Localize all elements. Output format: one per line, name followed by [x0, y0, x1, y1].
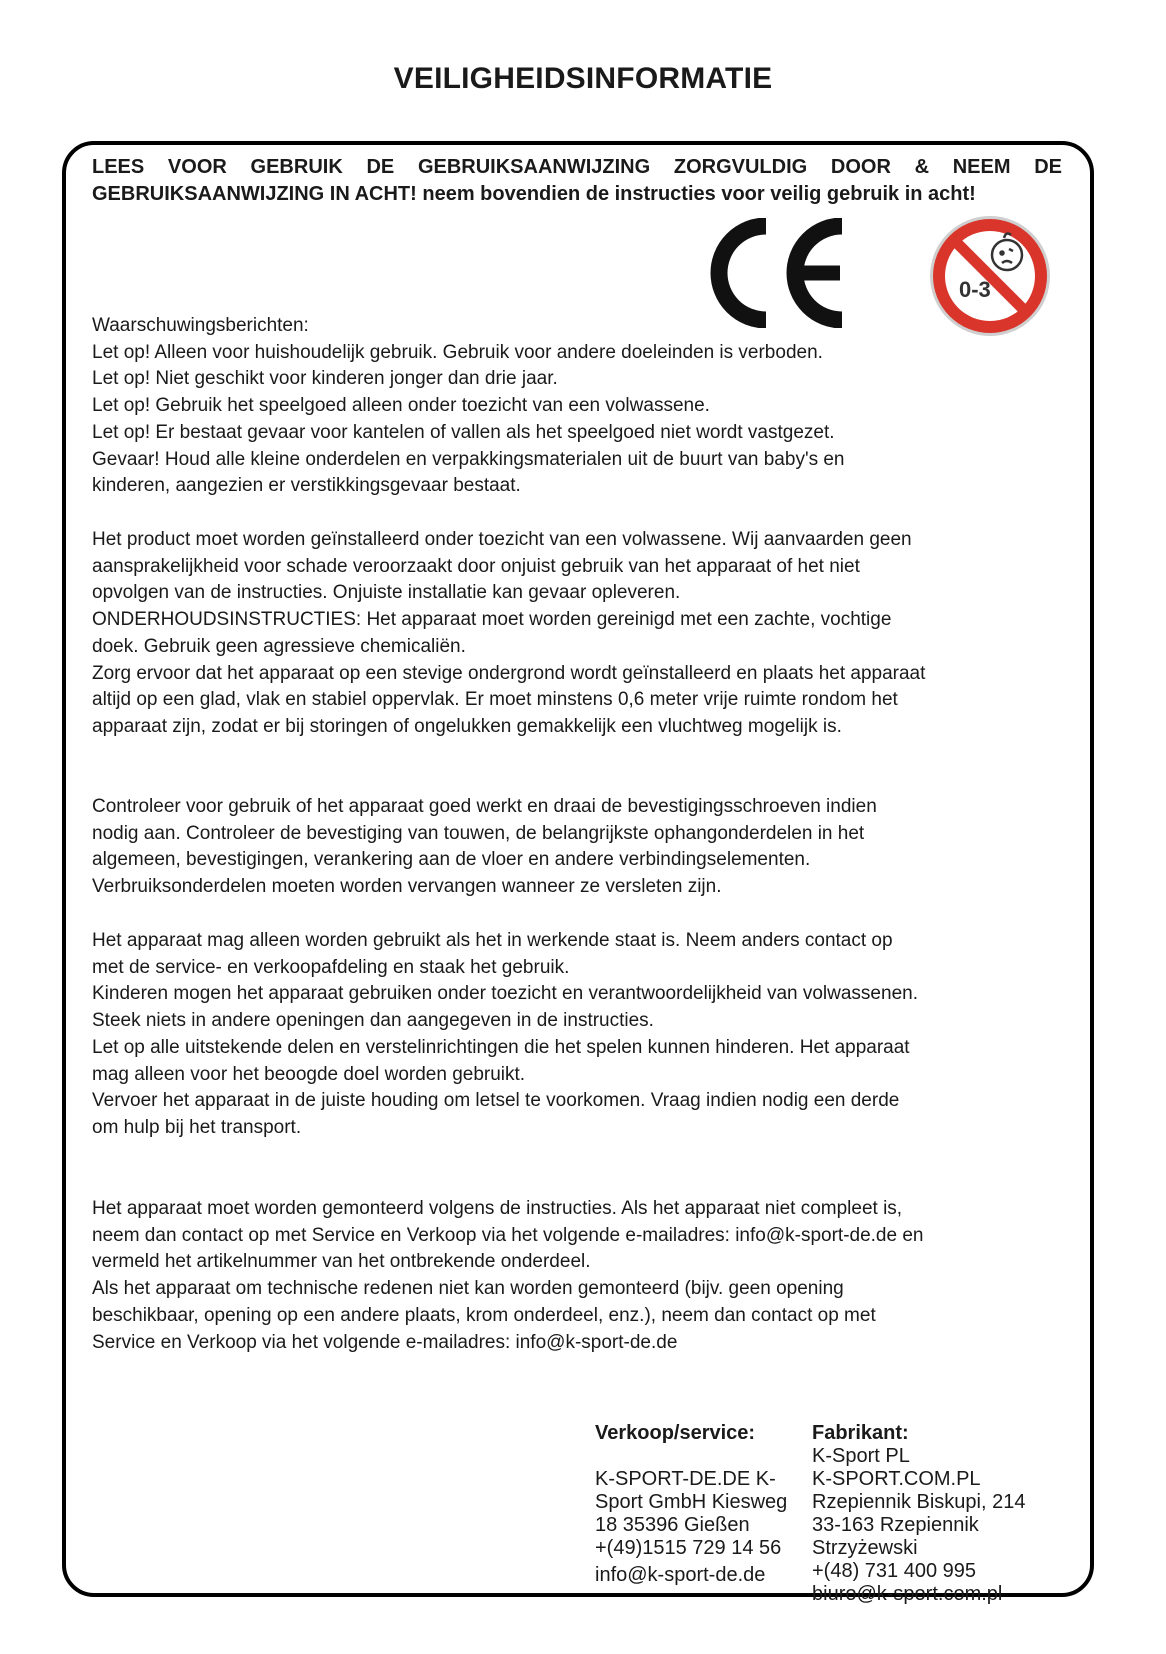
install-line: Zorg ervoor dat het apparaat op een stevige ondergrond wordt geïnstalleerd en plaats het apparaat: [92, 662, 926, 684]
ce-mark-icon: [706, 218, 856, 328]
install-line: opvolgen van de instructies. Onjuiste installatie kan gevaar opleveren.: [92, 582, 681, 604]
assembly-line: neem dan contact op met Service en Verkoop via het volgende e-mailadres: info@k-sport-de.de en: [92, 1224, 924, 1246]
usage-line: Kinderen mogen het apparaat gebruiken onder toezicht en verantwoordelijkheid van volwassenen.: [92, 983, 918, 1005]
install-line: Het product moet worden geïnstalleerd onder toezicht van een volwassene. Wij aanvaarden geen: [92, 529, 912, 550]
manufacturer-email[interactable]: biuro@k-sport.com.pl: [812, 1583, 1003, 1605]
install-line: altijd op een glad, vlak en stabiel oppervlak. Er moet minstens 0,6 meter vrije ruimte rondom het: [92, 689, 898, 711]
ce-mark-c: [719, 226, 766, 320]
check-line: Controleer voor gebruik of het apparaat goed werkt en draai de bevestigingsschroeven indien: [92, 796, 877, 817]
usage-section: [92, 928, 1082, 1142]
sales-phone: +(49)1515 729 14 56: [595, 1537, 782, 1559]
installation-section: [92, 527, 1082, 741]
install-line: apparaat zijn, zodat er bij storingen of ongelukken gemakkelijk een vluchtweg mogelijk is.: [92, 715, 842, 737]
warning-line: Let op! Er bestaat gevaar voor kantelen of vallen als het speelgoed niet wordt vastgezet.: [92, 421, 835, 443]
manufacturer-line: K-Sport PL: [812, 1445, 910, 1467]
warning-line: Let op! Alleen voor huishoudelijk gebruik. Gebruik voor andere doeleinden is verboden.: [92, 341, 823, 363]
warning-heading: Waarschuwingsberichten:: [92, 315, 309, 336]
check-line: algemeen, bevestigingen, verankering aan de vloer en andere verbindingselementen.: [92, 849, 811, 871]
intro-warning: LEES VOOR GEBRUIK DE GEBRUIKSAANWIJZING ZORGVULDIG DOOR & NEEM DE GEBRUIKSAANWIJZING IN ACHT! neem bovendien de instructies voor veilig gebruik in acht!: [92, 156, 1062, 205]
check-line: Verbruiksonderdelen moeten worden vervangen wanneer ze versleten zijn.: [92, 876, 722, 898]
manufacturer-phone: +(48) 731 400 995: [812, 1560, 977, 1582]
check-line: nodig aan. Controleer de bevestiging van touwen, de belangrijkste ophangonderdelen in het: [92, 822, 865, 844]
sales-address-line: 18 35396 Gießen: [595, 1514, 750, 1536]
usage-line: met de service- en verkoopafdeling en staak het gebruik.: [92, 956, 570, 978]
page-title: VEILIGHEIDSINFORMATIE: [393, 62, 773, 95]
install-line: aansprakelijkheid voor schade veroorzaakt door onjuist gebruik van het apparaat of het niet: [92, 555, 860, 577]
manufacturer-line: Rzepiennik Biskupi, 214: [812, 1491, 1026, 1513]
sales-address-line: Sport GmbH Kiesweg: [595, 1491, 788, 1513]
warning-line: Let op! Gebruik het speelgoed alleen onder toezicht van een volwassene.: [92, 395, 710, 417]
ce-mark-e-bar: [802, 266, 840, 281]
usage-line: Het apparaat mag alleen worden gebruikt als het in werkende staat is. Neem anders contact op: [92, 930, 893, 951]
assembly-line: Als het apparaat om technische redenen niet kan worden gemonteerd (bijv. geen opening: [92, 1278, 844, 1300]
maintenance-line: doek. Gebruik geen agressieve chemicaliën.: [92, 635, 466, 657]
age-range-label: 0-3: [959, 277, 991, 302]
manufacturer-line: Strzyżewski: [812, 1537, 918, 1559]
assembly-section: [92, 1196, 1082, 1356]
usage-line: om hulp bij het transport.: [92, 1116, 302, 1138]
assembly-line: vermeld het artikelnummer van het ontbrekende onderdeel.: [92, 1251, 591, 1273]
manufacturer-contact: [812, 1422, 1025, 1606]
sales-email[interactable]: info@k-sport-de.de: [595, 1564, 766, 1586]
maintenance-line: ONDERHOUDSINSTRUCTIES: Het apparaat moet worden gereinigd met een zachte, vochtige: [92, 609, 892, 631]
warning-messages: [92, 313, 1082, 500]
manufacturer-line: 33-163 Rzepiennik: [812, 1514, 979, 1536]
usage-line: Steek niets in andere openingen dan aangegeven in de instructies.: [92, 1010, 654, 1032]
usage-line: mag alleen voor het beoogde doel worden gebruikt.: [92, 1063, 526, 1085]
assembly-line: beschikbaar, opening op een andere plaats, krom onderdeel, enz.), neem dan contact op met: [92, 1304, 876, 1326]
usage-line: Vervoer het apparaat in de juiste houding om letsel te voorkomen. Vraag indien nodig een derde: [92, 1090, 900, 1112]
manufacturer-line: K-SPORT.COM.PL: [812, 1468, 981, 1490]
sales-service-heading: Verkoop/service:: [595, 1422, 756, 1444]
sales-service-contact: [595, 1422, 787, 1587]
assembly-line: Het apparaat moet worden gemonteerd volgens de instructies. Als het apparaat niet compleet is,: [92, 1198, 903, 1219]
manufacturer-heading: Fabrikant:: [812, 1422, 909, 1444]
usage-line: Let op alle uitstekende delen en verstelinrichtingen die het spelen kunnen hinderen. Het apparaat: [92, 1036, 910, 1058]
warning-line: kinderen, aangezien er verstikkingsgevaar bestaat.: [92, 475, 521, 497]
warning-line: Gevaar! Houd alle kleine onderdelen en verpakkingsmaterialen uit de buurt van baby's en: [92, 448, 845, 470]
sales-address-line: K-SPORT-DE.DE K-: [595, 1468, 776, 1490]
assembly-line: Service en Verkoop via het volgende e-mailadres: info@k-sport-de.de: [92, 1331, 678, 1353]
warning-line: Let op! Niet geschikt voor kinderen jonger dan drie jaar.: [92, 368, 558, 390]
inspection-section: [92, 794, 1082, 901]
